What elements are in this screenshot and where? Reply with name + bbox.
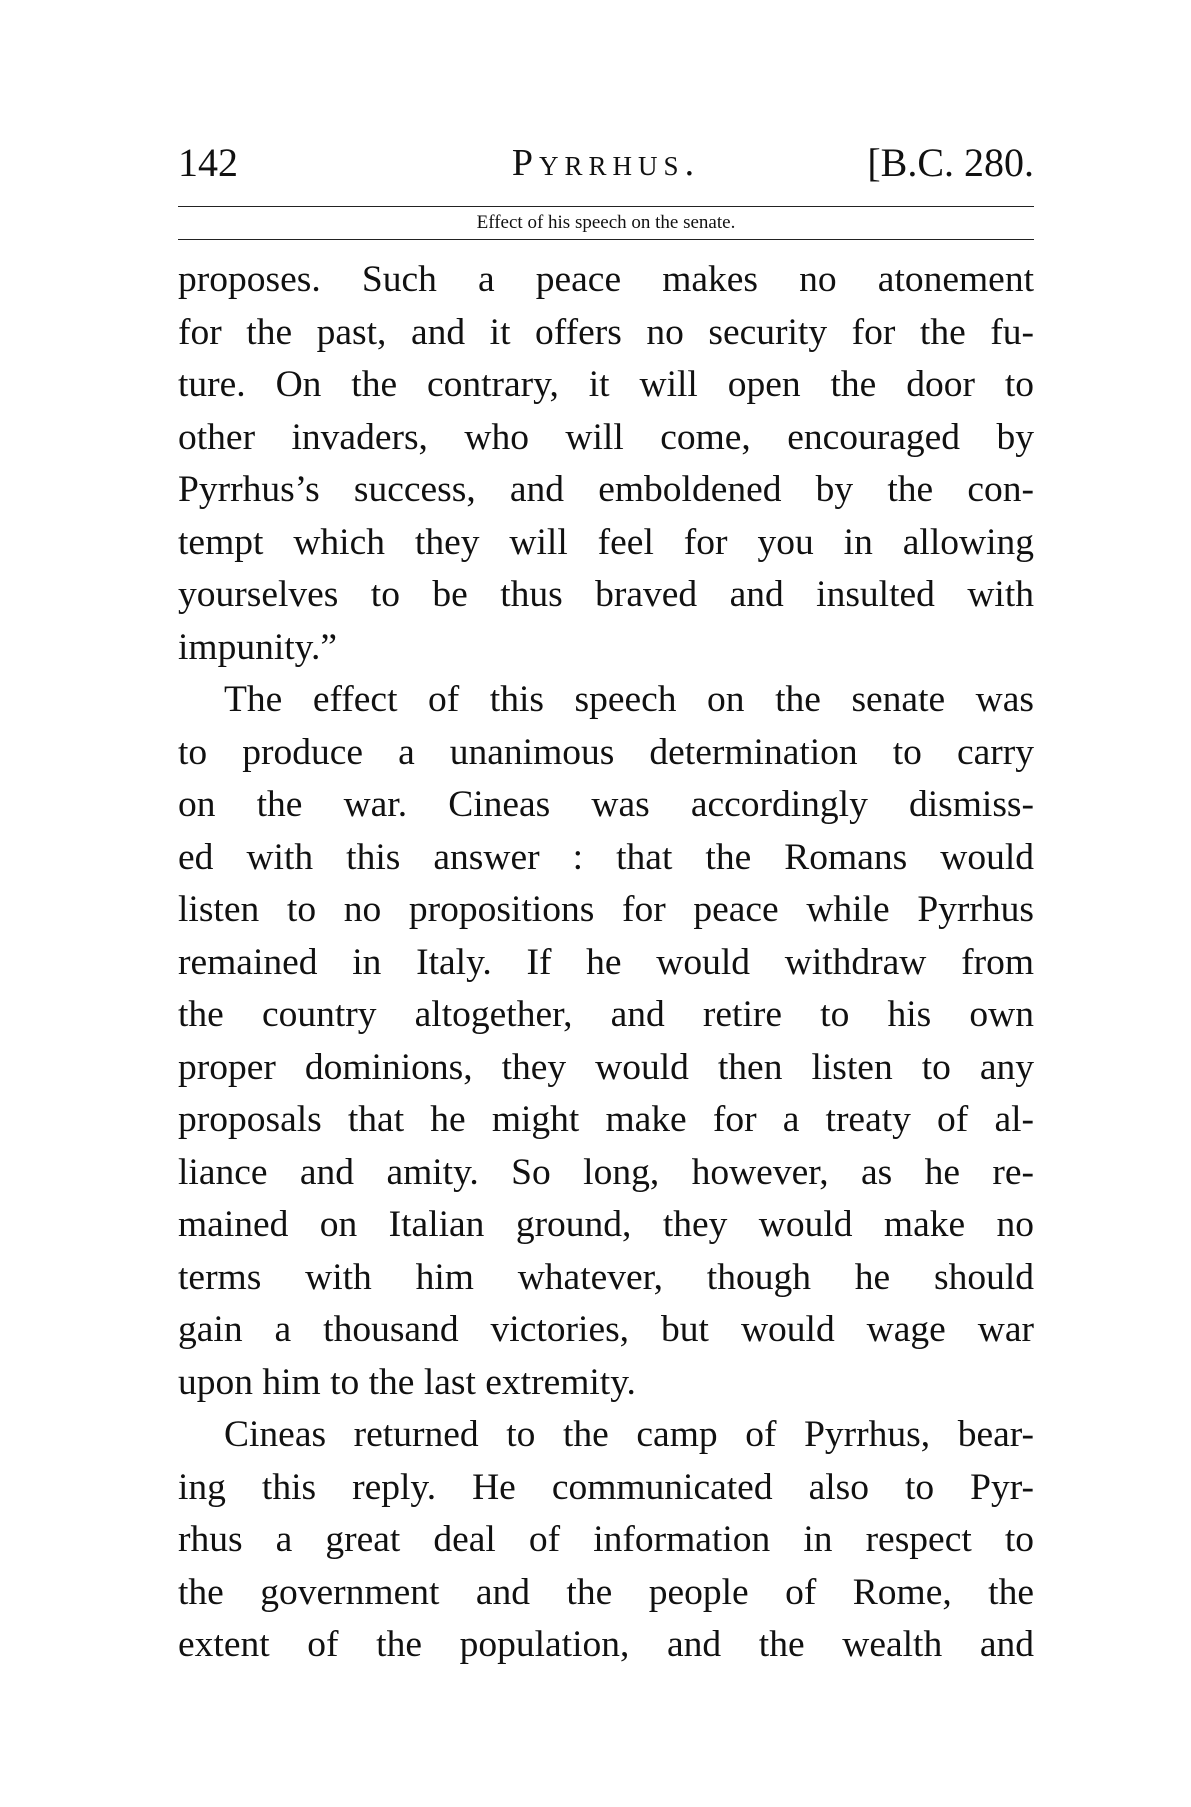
text-line: yourselves to be thus braved and insulted with — [178, 574, 1034, 615]
body-text — [178, 254, 1034, 1672]
text-line: extent of the population, and the wealth and — [178, 1624, 1034, 1665]
text-line: to produce a unanimous determination to carry — [178, 731, 1034, 773]
text-line: proposals that he might make for a treaty of al- — [178, 1099, 1034, 1140]
text-line: upon him to the last extremity. — [178, 1361, 636, 1403]
text-line: Pyrrhus’s success, and emboldened by the con- — [178, 469, 1034, 510]
header-rule-bottom — [178, 239, 1034, 240]
text-line: listen to no propositions for peace while Pyrrhus — [178, 889, 1034, 930]
text-line: for the past, and it offers no security for the fu- — [178, 311, 1034, 353]
text-line: proper dominions, they would then listen to any — [178, 1046, 1034, 1088]
page-subheading: Effect of his speech on the senate. — [476, 212, 736, 233]
text-line: gain a thousand victories, but would wage war — [178, 1309, 1034, 1350]
text-line: ture. On the contrary, it will open the door to — [178, 364, 1034, 405]
paragraph-1 — [178, 254, 1034, 674]
running-head — [178, 138, 1034, 188]
page-number: 142 — [178, 140, 238, 185]
text-line: tempt which they will feel for you in allowing — [178, 521, 1034, 563]
text-line: ing this reply. He communicated also to Pyr- — [178, 1466, 1034, 1508]
text-line: on the war. Cineas was accordingly dismiss- — [178, 784, 1034, 825]
text-line: ed with this answer : that the Romans would — [178, 836, 1034, 878]
text-line: The effect of this speech on the senate was — [224, 679, 1034, 720]
text-line: rhus a great deal of information in respect to — [178, 1519, 1034, 1560]
book-page — [178, 138, 1034, 1672]
text-line: impunity.” — [178, 626, 338, 668]
paragraph-2 — [178, 674, 1034, 1409]
text-line: proposes. Such a peace makes no atonement — [178, 259, 1034, 300]
date-reference: [B.C. 280. — [867, 140, 1034, 185]
text-line: terms with him whatever, though he should — [178, 1256, 1034, 1298]
running-title: Pyrrhus. — [511, 142, 701, 184]
text-line: liance and amity. So long, however, as he re- — [178, 1151, 1034, 1193]
text-line: remained in Italy. If he would withdraw from — [178, 941, 1034, 983]
text-line: Cineas returned to the camp of Pyrrhus, bear- — [224, 1414, 1034, 1455]
paragraph-3 — [178, 1409, 1034, 1672]
text-line: other invaders, who will come, encouraged by — [178, 416, 1034, 458]
text-line: mained on Italian ground, they would make no — [178, 1204, 1034, 1245]
text-line: the government and the people of Rome, the — [178, 1571, 1034, 1613]
text-line: the country altogether, and retire to his own — [178, 994, 1034, 1035]
